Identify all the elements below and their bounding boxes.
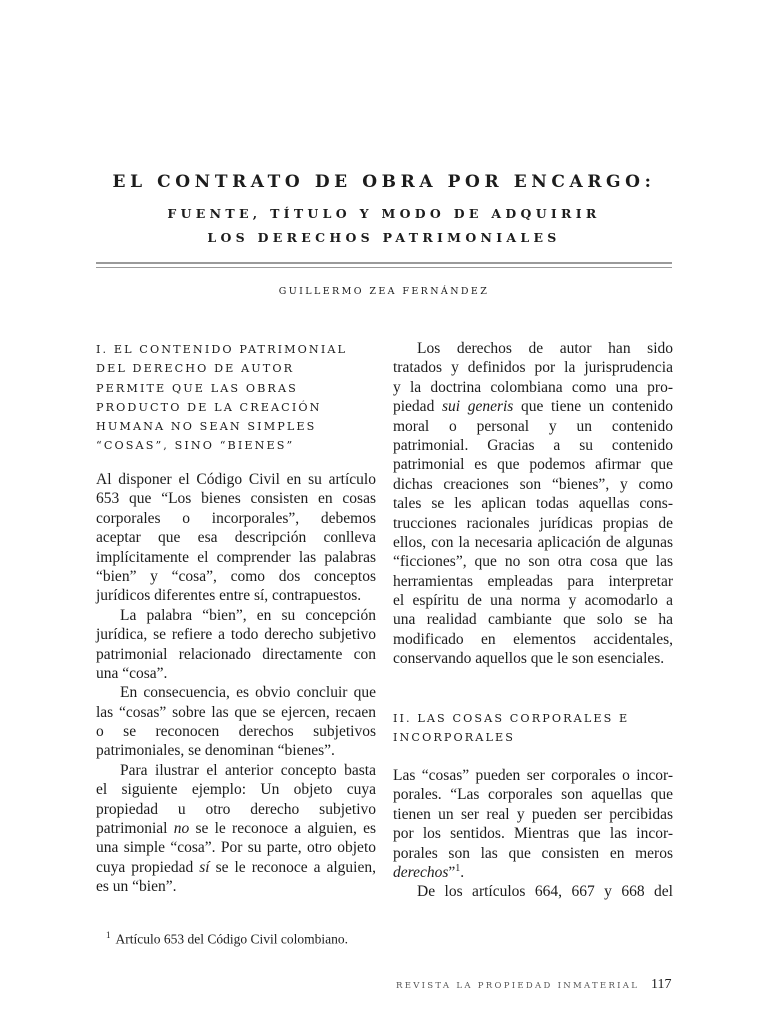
article-title: EL CONTRATO DE OBRA POR ENCARGO: <box>112 172 656 192</box>
text-line: patrimonial relacionado directamente con <box>96 645 376 663</box>
text-line: corporales o incorporales”, debemos <box>96 509 376 527</box>
text-line: una simple “cosa”. Por su parte, otro objeto <box>96 839 376 857</box>
text-line: patrimonial es que podemos afirmar que <box>393 456 673 474</box>
text-line: implícitamente el comprender las palabras <box>96 548 376 566</box>
section-1-heading <box>96 340 378 456</box>
heading-line: PERMITE QUE LAS OBRAS <box>96 381 298 395</box>
text-line: herramientas empleadas para interpretar <box>393 572 673 590</box>
text-line: De los artículos 664, 667 y 668 del <box>417 883 673 901</box>
title-divider-thin <box>96 267 672 268</box>
text-line: el siguiente ejemplo: Un objeto cuya <box>96 781 376 799</box>
heading-line: II. LAS COSAS CORPORALES E <box>393 712 630 725</box>
heading-line: HUMANA NO SEAN SIMPLES <box>96 420 317 434</box>
text-line: Las “cosas” pueden ser corporales o incor- <box>393 767 673 784</box>
text-line: derechos”$^1$. <box>393 862 465 881</box>
text-line: las “cosas” sobre las que se ejercen, recaen <box>96 703 376 721</box>
text-line: porales. “Las corporales son aquellas que <box>393 786 673 804</box>
text-line: dichas creaciones son “bienes”, y como <box>393 475 673 493</box>
left-column-body <box>96 470 376 897</box>
text-line: patrimoniales, se denominan “bienes”. <box>96 742 335 760</box>
heading-line: INCORPORALES <box>393 731 516 745</box>
text-line: modificado en elementos accidentales, <box>393 630 673 648</box>
text-line: jurídicos diferentes entre sí, contrapuestos. <box>96 587 362 605</box>
text-line: porales son las que consisten en meros <box>393 844 673 862</box>
text-line: el espíritu de una norma y acomodarlo a <box>393 592 673 610</box>
page-number: 117 <box>651 977 672 992</box>
text-line: tratados y definidos por la jurisprudencia <box>393 359 673 377</box>
text-line: es un “bien”. <box>96 878 177 896</box>
text-line: y la doctrina colombiana como una pro- <box>393 378 673 396</box>
text-line: una realidad cambiante que solo se ha <box>393 611 673 629</box>
text-line: tales se les aplican todas aquellas cons- <box>393 495 673 513</box>
text-line: jurídica, se refiere a todo derecho subjetivo <box>96 626 376 644</box>
title-divider-thick <box>96 262 672 264</box>
text-line: tienen un ser real y pueden ser percibidas <box>393 805 673 823</box>
text-line: Los derechos de autor han sido <box>417 340 673 357</box>
text-line: En consecuencia, es obvio concluir que <box>120 684 376 702</box>
heading-line: DEL DERECHO DE AUTOR <box>96 362 295 376</box>
text-line: ellos, con la necesaria aplicación de algunas <box>393 533 673 551</box>
article-subtitle-line-2: LOS DERECHOS PATRIMONIALES <box>207 230 561 245</box>
text-line: patrimonial. Gracias a su contenido <box>393 436 673 454</box>
text-line: por los sentidos. Mientras que las incor- <box>393 825 673 843</box>
text-line: propiedad u otro derecho subjetivo <box>96 800 376 818</box>
heading-line: “COSAS”, SINO “BIENES” <box>96 439 295 453</box>
heading-line: I. EL CONTENIDO PATRIMONIAL <box>96 343 348 356</box>
journal-running-title: REVISTA LA PROPIEDAD INMATERIAL <box>396 981 640 991</box>
text-line: conservando aquellos que le son esenciales. <box>393 650 665 668</box>
text-line: o se reconocen derechos subjetivos <box>96 723 376 741</box>
heading-line: PRODUCTO DE LA CREACIÓN <box>96 400 322 414</box>
footnote-reference: 1 <box>455 862 461 874</box>
text-line: cuya propiedad sí se le reconoce a alguien, <box>96 858 376 876</box>
author-name: GUILLERMO ZEA FERNÁNDEZ <box>278 286 490 297</box>
text-line: patrimonial no se le reconoce a alguien, es <box>96 820 376 838</box>
text-line: aceptar que esa descripción conlleva <box>96 529 376 547</box>
footnote <box>106 930 348 948</box>
footnote-number: 1 <box>106 930 111 940</box>
text-line: trucciones racionales jurídicas propias de <box>393 514 673 532</box>
text-line: moral o personal y un contenido <box>393 417 673 435</box>
text-line: Al disponer el Código Civil en su artículo <box>96 471 376 488</box>
footnote-text: Artículo 653 del Código Civil colombiano. <box>115 931 348 947</box>
right-column-body-top <box>393 339 673 669</box>
text-line: una “cosa”. <box>96 664 168 682</box>
right-column-body-bottom <box>393 766 673 902</box>
text-line: 653 que “Los bienes consisten en cosas <box>96 490 376 508</box>
text-line: “bien” y “cosa”, como dos conceptos <box>96 567 376 585</box>
text-line: La palabra “bien”, en su concepción <box>120 606 376 624</box>
section-2-heading <box>393 709 675 748</box>
article-subtitle-line-1: FUENTE, TÍTULO Y MODO DE ADQUIRIR <box>167 206 601 221</box>
text-line: “ficciones”, que no son otra cosa que las <box>393 553 673 571</box>
text-line: Para ilustrar el anterior concepto basta <box>120 761 376 779</box>
text-line: piedad sui generis que tiene un contenido <box>393 398 674 416</box>
